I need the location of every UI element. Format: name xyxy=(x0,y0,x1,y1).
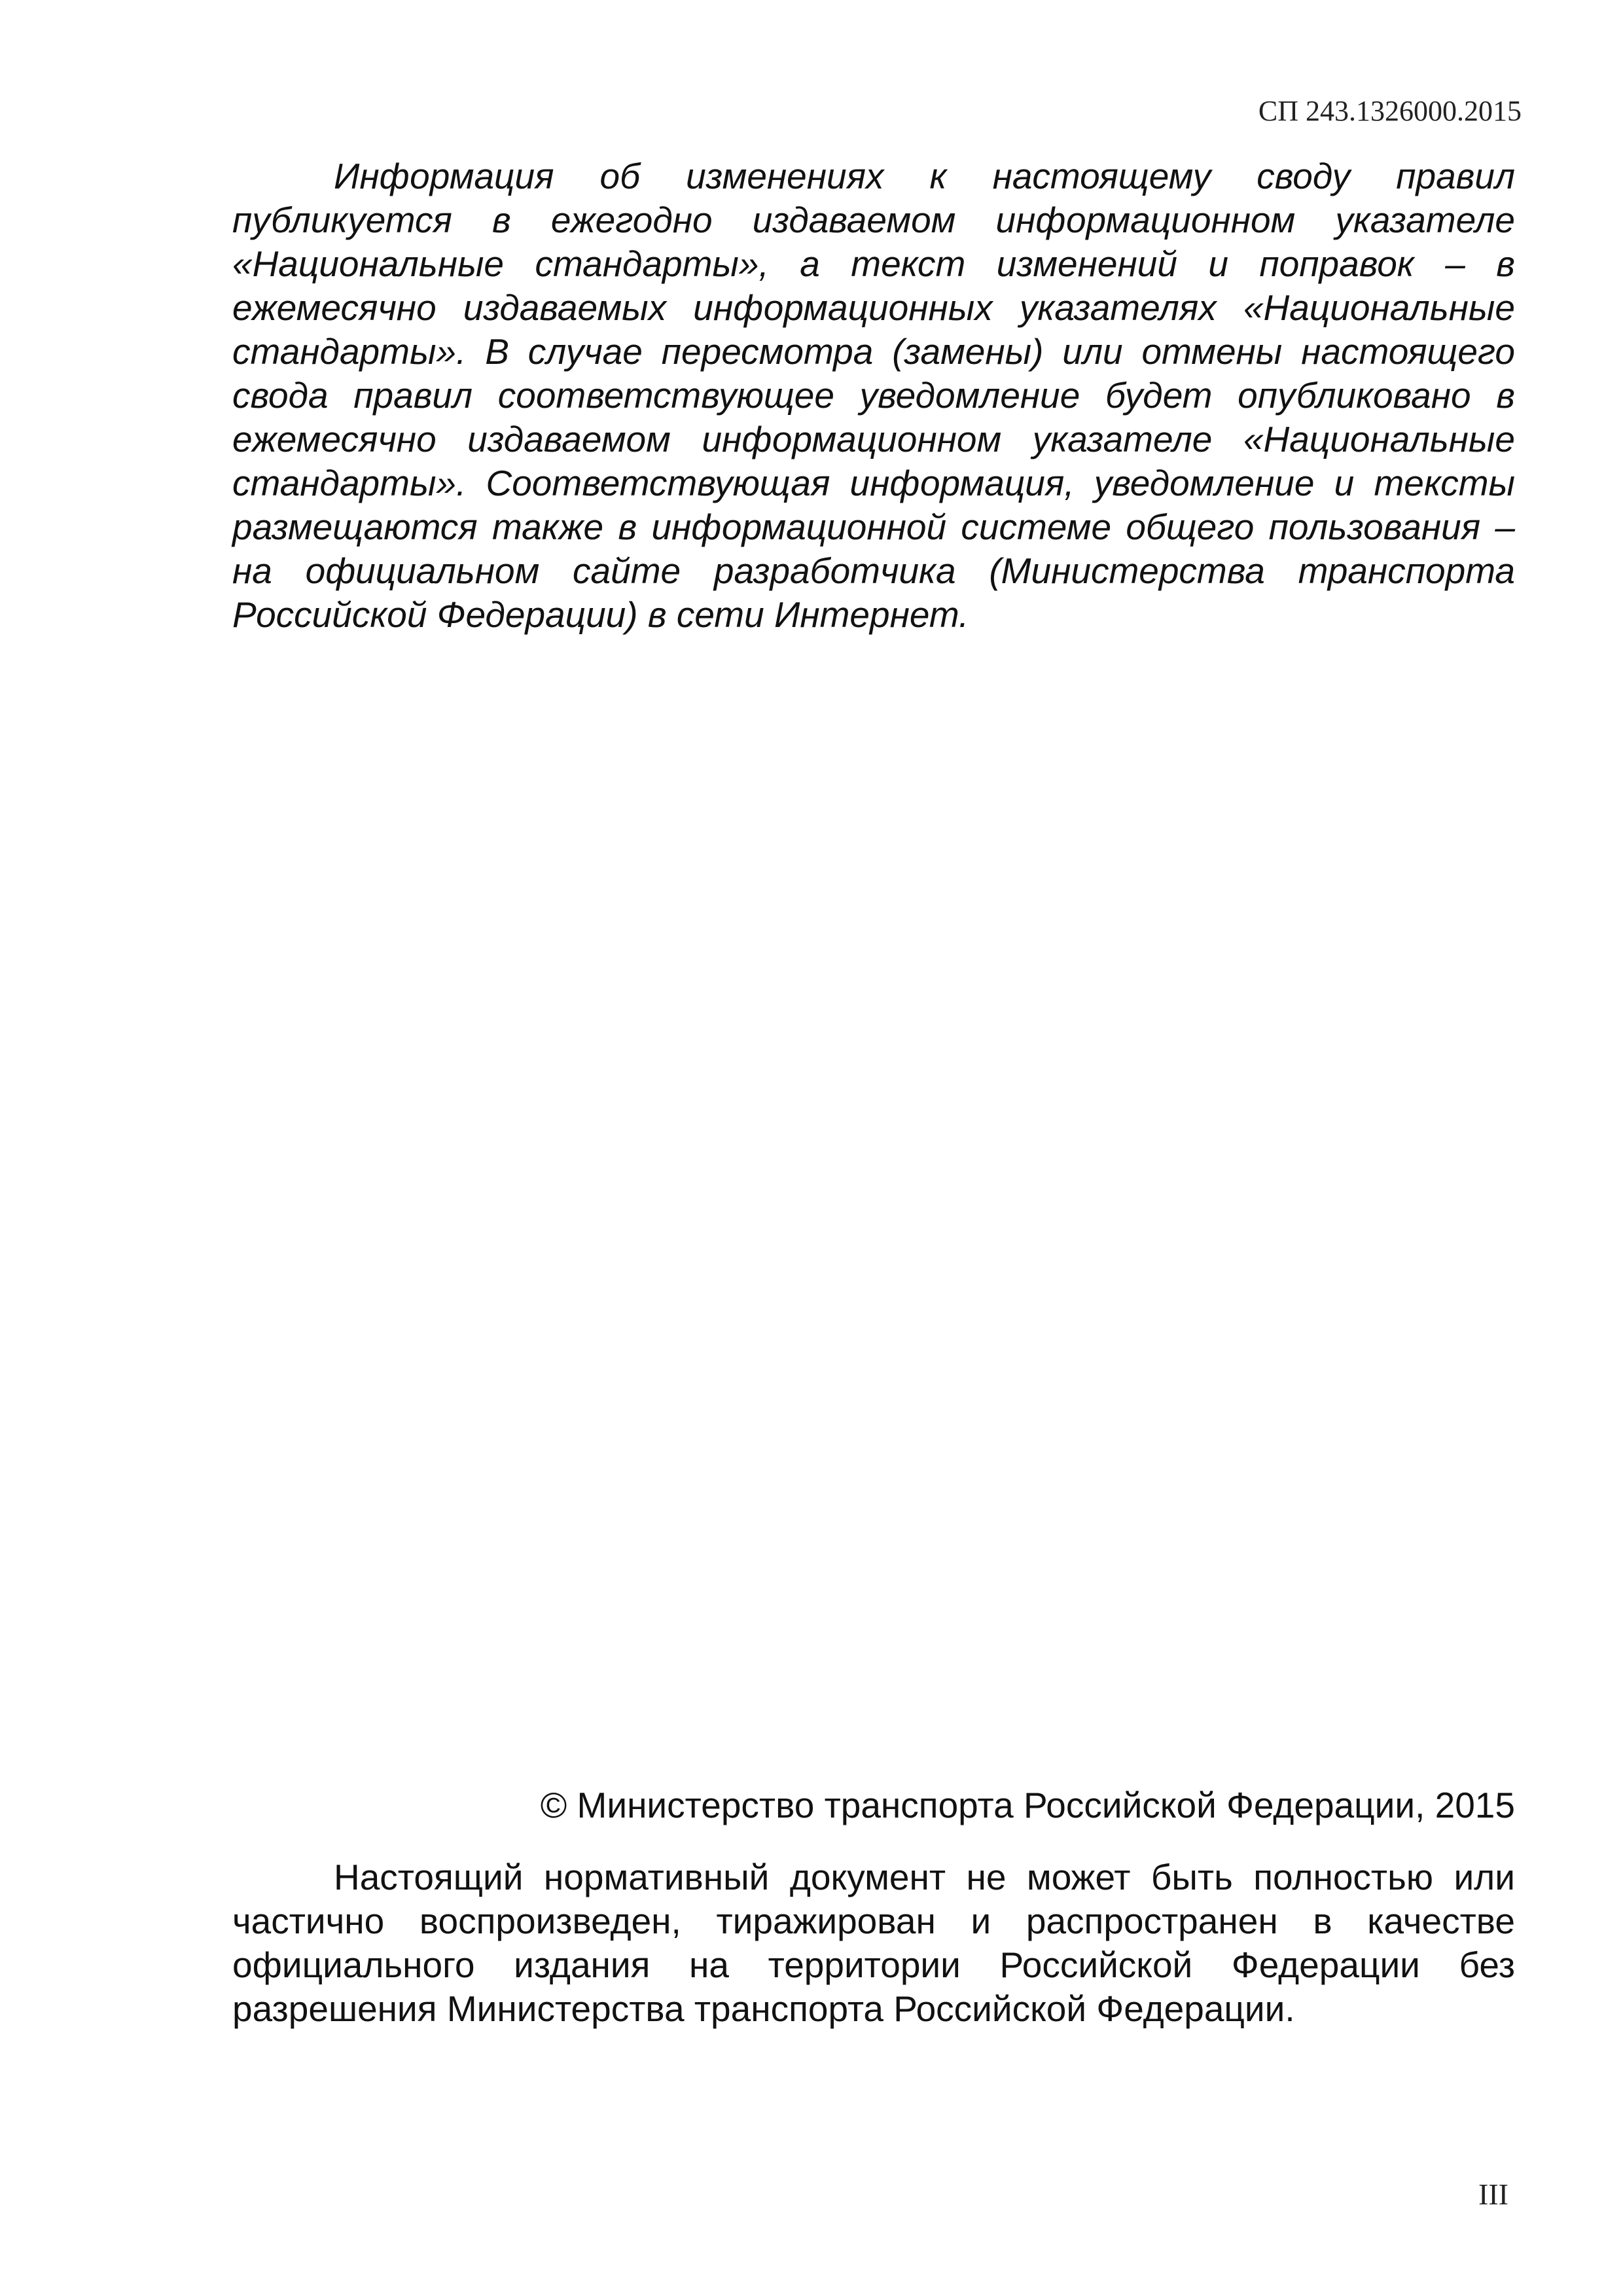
reproduction-notice-paragraph: Настоящий нормативный документ не может быть полностью или частично воспроизведен, тиражирован и распространен в качестве официального издания на территории Российской Федерации без разрешения Министерства транспорта Российской Федерации. xyxy=(232,1857,1515,2029)
copyright-line: © Министерство транспорта Российской Федерации, 2015 xyxy=(540,1785,1515,1825)
amendments-info-paragraph: Информация об изменениях к настоящему своду правил публикуется в ежегодно издаваемом информационном указателе «Национальные стандарты», а текст изменений и поправок – в ежемесячно издаваемых информационных указателях «Национальные стандарты». В случае пересмотра (замены) или отмены настоящего свода правил соответствующее уведомление будет опубликовано в ежемесячно издаваемом информационном указателе «Национальные стандарты». Соответствующая информация, уведомление и тексты размещаются также в информационной системе общего пользования – на официальном сайте разработчика (Министерства транспорта Российской Федерации) в сети Интернет. xyxy=(232,156,1515,635)
page-number: III xyxy=(1478,2178,1508,2211)
document-code: СП 243.1326000.2015 xyxy=(1258,95,1522,127)
